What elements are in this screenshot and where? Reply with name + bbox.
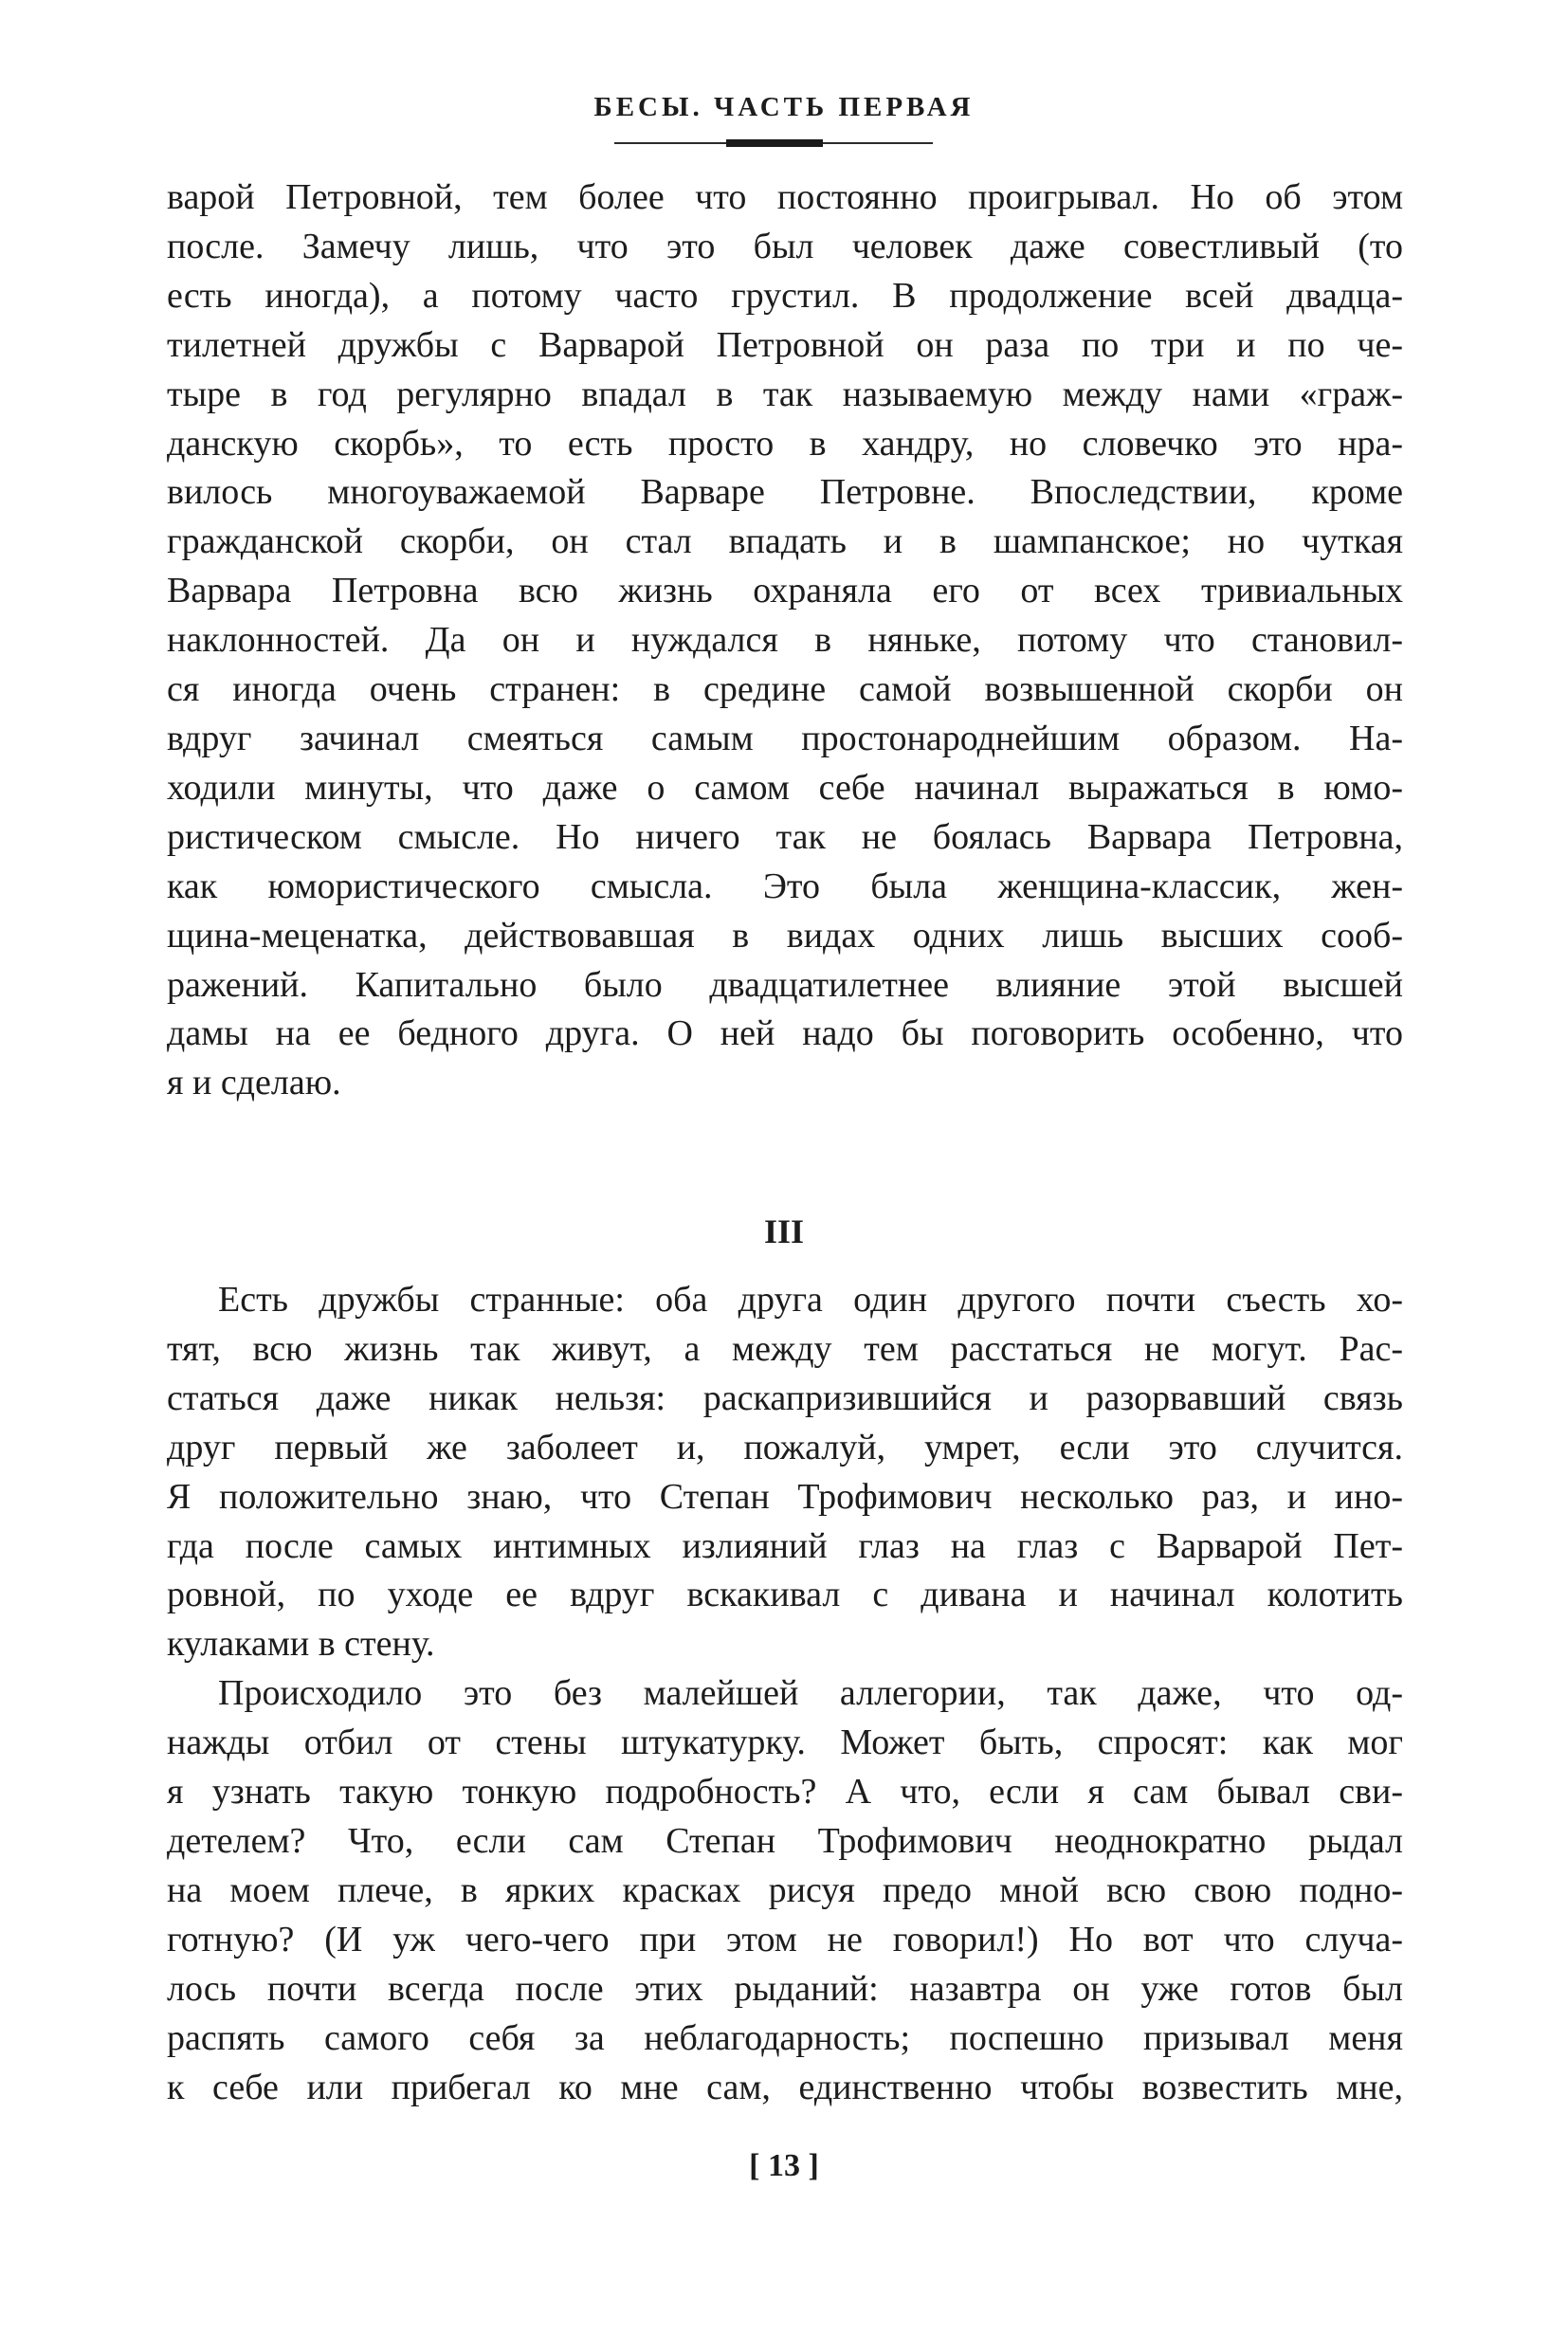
text-line: тилетней дружбы с Варварой Петровной он раза по три и по че-: [167, 324, 1403, 365]
text-line: вилось многоуважаемой Варваре Петровне. Впоследствии, кроме: [167, 472, 1403, 513]
text-line: готную? (И уж чего-чего при этом не говорил!) Но вот что случа-: [167, 1919, 1403, 1959]
text-line: есть иногда), а потому часто грустил. В продолжение всей двадца-: [167, 275, 1403, 316]
header-rule-ornament: [726, 139, 823, 147]
chapter-body: [167, 1276, 1403, 2112]
text-line: данскую скорбь», то есть просто в хандру, но словечко это нра-: [167, 423, 1403, 464]
text-line: тыре в год регулярно впадал в так называемую между нами «граж-: [167, 374, 1403, 414]
text-line: ся иногда очень странен: в средине самой возвышенной скорби он: [167, 669, 1403, 710]
text-line: нажды отбил от стены штукатурку. Может быть, спросят: как мог: [167, 1722, 1403, 1763]
text-line: лось почти всегда после этих рыданий: назавтра он уже готов был: [167, 1968, 1403, 2009]
text-line: к себе или прибегал ко мне сам, единственно чтобы возвестить мне,: [167, 2067, 1403, 2107]
text-line: ровной, по уходе ее вдруг вскакивал с дивана и начинал колотить: [167, 1575, 1403, 1615]
text-line: ходили минуты, что даже о самом себе начинал выражаться в юмо-: [167, 767, 1403, 808]
text-line: дамы на ее бедного друга. О ней надо бы поговорить особенно, что: [167, 1013, 1403, 1054]
text-line: тят, всю жизнь так живут, а между тем расстаться не могут. Рас-: [167, 1328, 1403, 1369]
text-line: Варвара Петровна всю жизнь охраняла его от всех тривиальных: [167, 571, 1403, 611]
text-line: как юмористического смысла. Это была женщина-классик, жен-: [167, 866, 1403, 906]
text-line: на моем плече, в ярких красках рисуя предо мной всю свою подно-: [167, 1869, 1403, 1910]
page-number: [ 13 ]: [749, 2148, 819, 2183]
text-line: вдруг зачинал смеяться самым простонароднейшим образом. На-: [167, 718, 1403, 758]
running-header-title: БЕСЫ. ЧАСТЬ ПЕРВАЯ: [593, 92, 975, 122]
text-line: друг первый же заболеет и, пожалуй, умрет, если это случится.: [167, 1427, 1403, 1467]
text-line: Происходило это без малейшей аллегории, так даже, что од-: [218, 1673, 1403, 1714]
text-line: гда после самых интимных излияний глаз на глаз с Варварой Пет-: [167, 1525, 1403, 1566]
text-line: после. Замечу лишь, что это был человек даже совестливый (то: [167, 226, 1403, 266]
text-line: Я положительно знаю, что Степан Трофимович несколько раз, и ино-: [167, 1476, 1403, 1517]
text-line: я узнать такую тонкую подробность? А что, если я сам бывал сви-: [167, 1772, 1403, 1813]
text-line: кулаками в стену.: [167, 1624, 435, 1665]
text-line: ристическом смысле. Но ничего так не боялась Варвара Петровна,: [167, 816, 1403, 857]
text-line: щина-меценатка, действовавшая в видах одних лишь высших сооб-: [167, 915, 1403, 956]
text-line: гражданской скорби, он стал впадать и в шампанское; но чуткая: [167, 521, 1403, 562]
text-line: статься даже никак нельзя: раскапризившийся и разорвавший связь: [167, 1377, 1403, 1418]
text-line: я и сделаю.: [167, 1063, 341, 1103]
text-line: наклонностей. Да он и нуждался в няньке, потому что становил-: [167, 620, 1403, 661]
paragraph-continued: [167, 173, 1403, 1108]
chapter-heading: III: [763, 1212, 805, 1250]
text-line: варой Петровной, тем более что постоянно проигрывал. Но об этом: [167, 177, 1403, 217]
text-line: Есть дружбы странные: оба друга один другого почти съесть хо-: [218, 1280, 1403, 1320]
text-line: ражений. Капитально было двадцатилетнее влияние этой высшей: [167, 964, 1403, 1005]
text-line: распять самого себя за неблагодарность; поспешно призывал меня: [167, 2017, 1403, 2058]
text-line: детелем? Что, если сам Степан Трофимович неоднократно рыдал: [167, 1820, 1403, 1861]
